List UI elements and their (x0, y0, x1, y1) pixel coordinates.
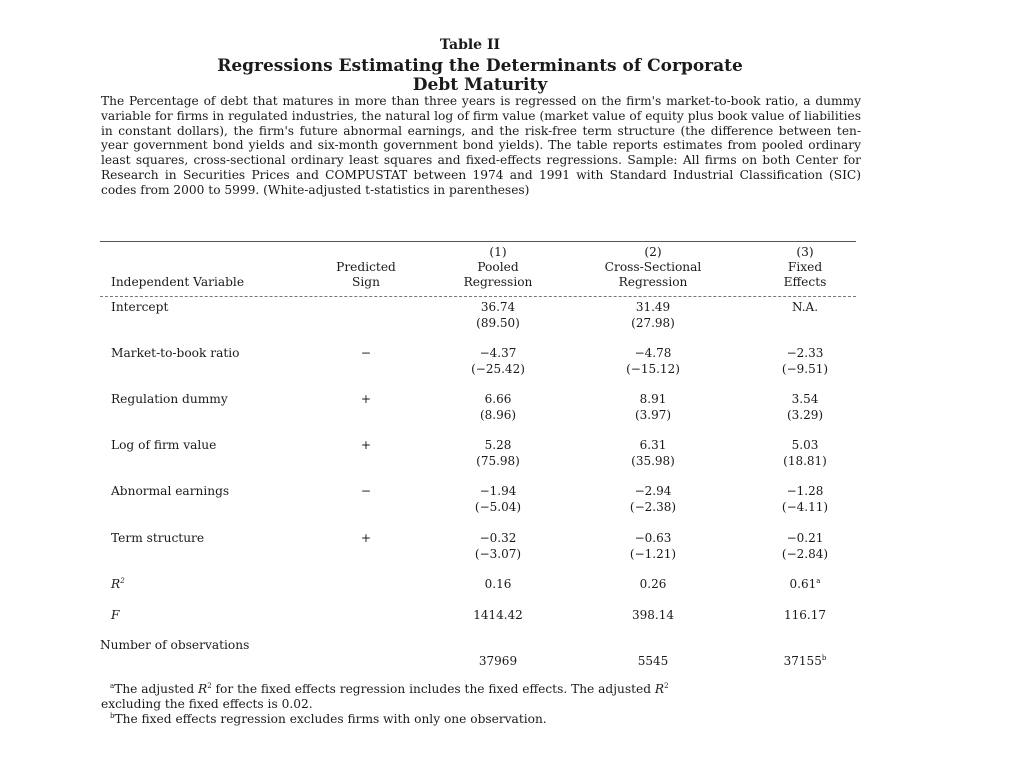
header-col-3 (757, 245, 853, 290)
cell-reg-col2-t: (3.97) (634, 408, 672, 422)
cell-mtb-col2-t: (−15.12) (626, 362, 680, 376)
table-number: Table II (439, 37, 501, 53)
cell-mtb-col1-t: (−25.42) (471, 362, 525, 376)
header-col-2-number: (2) (644, 245, 662, 259)
cell-abn-col2: −2.94 (634, 484, 672, 498)
cell-mtb-col1: −4.37 (479, 346, 517, 360)
row-label-abnormal-earnings: Abnormal earnings (111, 484, 230, 498)
header-col-3-line-1: Fixed (787, 260, 823, 274)
footnote-a-mark: a (110, 681, 115, 690)
footnote-a-line-2: excluding the fixed effects is 0.02. (101, 697, 313, 711)
cell-nobs-col1: 37969 (478, 654, 518, 668)
footnote-marker-a: a (816, 577, 821, 585)
header-col-1 (450, 245, 546, 290)
cell-logfv-col1: 5.28 (484, 438, 512, 452)
cell-nobs-col3-value: 37155 (783, 654, 822, 668)
footnote-a-r-sup-2: 2 (664, 681, 669, 690)
cell-abn-col3-t: (−4.11) (781, 500, 829, 514)
header-rule (100, 296, 856, 297)
header-predicted-sign-line-2: Sign (352, 275, 380, 289)
header-predicted-sign-line-1: Predicted (336, 260, 396, 274)
cell-intercept-col1-t: (89.50) (476, 316, 520, 330)
cell-f-col1: 1414.42 (473, 608, 523, 622)
footnote-a-r-sup: 2 (207, 681, 212, 690)
cell-abn-col1-t: (−5.04) (474, 500, 522, 514)
cell-reg-col3-t: (3.29) (786, 408, 824, 422)
header-independent-variable: Independent Variable (111, 275, 245, 289)
header-col-1-line-2: Regression (463, 275, 533, 289)
cell-r2-col3 (757, 577, 853, 592)
cell-term-col2: −0.63 (634, 531, 672, 545)
cell-term-col2-t: (−1.21) (629, 547, 677, 561)
row-label-r-squared (111, 577, 125, 592)
footnote-a-text-1: The adjusted (114, 682, 198, 696)
header-col-2-line-2: Regression (618, 275, 688, 289)
row-label-term-structure: Term structure (111, 531, 205, 545)
cell-f-col2: 398.14 (632, 608, 674, 622)
cell-abn-col3: −1.28 (786, 484, 824, 498)
cell-logfv-col2-t: (35.98) (631, 454, 675, 468)
header-col-2 (585, 245, 721, 290)
cell-logfv-col3: 5.03 (791, 438, 819, 452)
row-label-log-firm-value: Log of firm value (111, 438, 217, 452)
cell-reg-col2: 8.91 (639, 392, 667, 406)
cell-mtb-col3: −2.33 (786, 346, 824, 360)
footnote-b-text: The fixed effects regression excludes firms with only one observation. (114, 712, 547, 726)
footnote-a-text-2: for the fixed effects regression includes the fixed effects. The adjusted (211, 682, 655, 696)
cell-r2-col1: 0.16 (484, 577, 512, 591)
cell-reg-col1-t: (8.96) (479, 408, 517, 422)
cell-logfv-col3-t: (18.81) (783, 454, 827, 468)
cell-mtb-col2: −4.78 (634, 346, 672, 360)
cell-r2-col3-value: 0.61 (789, 577, 817, 591)
table-title-line-2: Debt Maturity (412, 75, 548, 95)
footnote-a-r: R (198, 682, 208, 696)
cell-r2-col2: 0.26 (639, 577, 667, 591)
footnote-b (110, 712, 870, 727)
cell-intercept-col2-t: (27.98) (631, 316, 675, 330)
cell-f-col3: 116.17 (784, 608, 826, 622)
row-label-market-to-book: Market-to-book ratio (111, 346, 240, 360)
row-label-f-statistic: F (111, 608, 120, 622)
header-col-1-number: (1) (489, 245, 507, 259)
cell-term-col1: −0.32 (479, 531, 517, 545)
cell-abn-col1: −1.94 (479, 484, 517, 498)
cell-intercept-col2: 31.49 (635, 300, 671, 314)
table-caption: The Percentage of debt that matures in more than three years is regressed on the firm's market-to-book ratio, a dummy variable for firms in regulated industries, the natural log of firm value (market value of equity plus book value of liabilities in constant dollars), the firm's future abnormal earnings, and the risk-free term structure (the difference between ten-year government bond yields and six-month government bond yields). The table reports estimates from pooled ordinary least squares, cross-sectional ordinary least squares and fixed-effects regressions. Sample: All firms on both Center for Research in Securities Prices and COMPUSTAT between 1974 and 1991 with Standard Industrial Classification (SIC) codes from 2000 to 5999. (White-adjusted t-statistics in parentheses) (101, 94, 861, 197)
row-label-intercept: Intercept (111, 300, 169, 314)
cell-abn-col2-t: (−2.38) (629, 500, 677, 514)
cell-intercept-col1: 36.74 (480, 300, 516, 314)
cell-term-col1-t: (−3.07) (474, 547, 522, 561)
cell-intercept-col3: N.A. (791, 300, 819, 314)
sign-log-firm-value: + (360, 438, 372, 452)
r-squared-symbol: R (111, 577, 121, 591)
header-col-1-line-1: Pooled (477, 260, 519, 274)
cell-mtb-col3-t: (−9.51) (781, 362, 829, 376)
header-predicted-sign (330, 260, 402, 290)
cell-nobs-col2: 5545 (637, 654, 669, 668)
footnote-a-r-2: R (654, 682, 665, 696)
header-col-3-number: (3) (796, 245, 814, 259)
sign-regulation-dummy: + (360, 392, 372, 406)
cell-logfv-col2: 6.31 (639, 438, 667, 452)
cell-nobs-col3 (757, 654, 853, 669)
cell-reg-col3: 3.54 (791, 392, 819, 406)
sign-term-structure: + (360, 531, 372, 545)
footnote-b-mark: b (110, 711, 115, 720)
cell-term-col3-t: (−2.84) (781, 547, 829, 561)
header-col-3-line-2: Effects (783, 275, 827, 289)
r-squared-superscript: 2 (120, 576, 125, 585)
table-title-line-1: Regressions Estimating the Determinants of Corporate (217, 56, 743, 76)
table-title (0, 57, 960, 95)
row-label-regulation-dummy: Regulation dummy (111, 392, 228, 406)
row-label-number-of-observations: Number of observations (100, 638, 250, 652)
top-rule (100, 241, 856, 242)
cell-reg-col1: 6.66 (484, 392, 512, 406)
footnote-a (110, 682, 870, 697)
header-col-2-line-1: Cross-Sectional (604, 260, 702, 274)
cell-term-col3: −0.21 (786, 531, 824, 545)
cell-logfv-col1-t: (75.98) (476, 454, 520, 468)
sign-abnormal-earnings: − (360, 484, 372, 498)
footnote-marker-b: b (821, 654, 827, 662)
sign-market-to-book: − (360, 346, 372, 360)
